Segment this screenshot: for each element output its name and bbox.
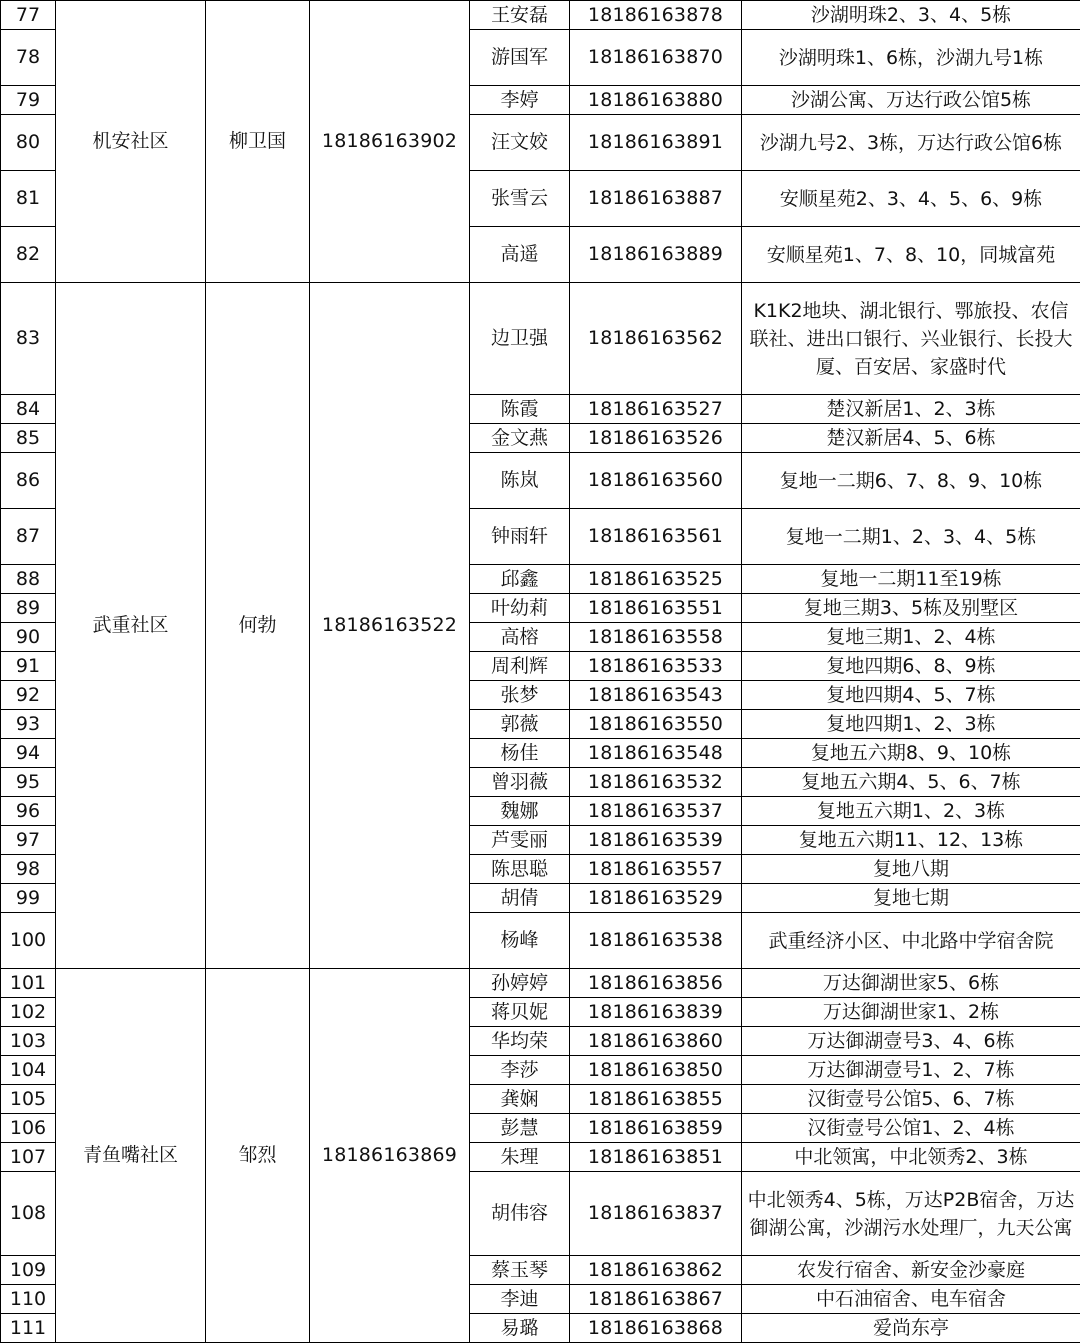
grid-member-phone: 18186163560: [570, 453, 742, 509]
grid-member-phone: 18186163860: [570, 1027, 742, 1056]
grid-area: 复地七期: [742, 884, 1080, 913]
row-number: 94: [1, 739, 56, 768]
grid-member-name: 钟雨轩: [470, 509, 570, 565]
grid-member-name: 李莎: [470, 1056, 570, 1085]
grid-area: 复地一二期1、2、3、4、5栋: [742, 509, 1080, 565]
grid-area: 爱尚东亭: [742, 1314, 1080, 1343]
grid-area: 汉街壹号公馆1、2、4栋: [742, 1114, 1080, 1143]
grid-area: 安顺星苑1、7、8、10，同城富苑: [742, 227, 1080, 283]
row-number: 95: [1, 768, 56, 797]
grid-member-phone: 18186163526: [570, 424, 742, 453]
grid-member-name: 邱鑫: [470, 565, 570, 594]
community-leader-phone: 18186163902: [310, 1, 470, 283]
grid-area: 楚汉新居4、5、6栋: [742, 424, 1080, 453]
grid-member-phone: 18186163851: [570, 1143, 742, 1172]
grid-area: 中北领寓，中北领秀2、3栋: [742, 1143, 1080, 1172]
grid-member-phone: 18186163862: [570, 1256, 742, 1285]
row-number: 82: [1, 227, 56, 283]
grid-member-name: 王安磊: [470, 1, 570, 30]
table-body: [1, 1, 1080, 1343]
grid-member-name: 边卫强: [470, 283, 570, 395]
row-number: 85: [1, 424, 56, 453]
grid-area: 武重经济小区、中北路中学宿舍院: [742, 913, 1080, 969]
row-number: 77: [1, 1, 56, 30]
row-number: 111: [1, 1314, 56, 1343]
grid-member-name: 张雪云: [470, 171, 570, 227]
grid-member-name: 龚娴: [470, 1085, 570, 1114]
community-name: 青鱼嘴社区: [56, 969, 206, 1343]
row-number: 110: [1, 1285, 56, 1314]
grid-member-phone: 18186163548: [570, 739, 742, 768]
grid-member-name: 张梦: [470, 681, 570, 710]
grid-area: 复地四期4、5、7栋: [742, 681, 1080, 710]
grid-area: 复地五六期8、9、10栋: [742, 739, 1080, 768]
row-number: 88: [1, 565, 56, 594]
grid-member-phone: 18186163557: [570, 855, 742, 884]
grid-area: 复地三期1、2、4栋: [742, 623, 1080, 652]
row-number: 92: [1, 681, 56, 710]
grid-member-name: 郭薇: [470, 710, 570, 739]
grid-area: 复地一二期6、7、8、9、10栋: [742, 453, 1080, 509]
row-number: 108: [1, 1172, 56, 1256]
row-number: 99: [1, 884, 56, 913]
grid-member-name: 李迪: [470, 1285, 570, 1314]
grid-member-name: 彭慧: [470, 1114, 570, 1143]
grid-member-name: 高榕: [470, 623, 570, 652]
grid-member-phone: 18186163867: [570, 1285, 742, 1314]
grid-member-phone: 18186163525: [570, 565, 742, 594]
grid-area: 中北领秀4、5栋，万达P2B宿舍，万达御湖公寓，沙湖污水处理厂，九天公寓: [742, 1172, 1080, 1256]
grid-area: 复地八期: [742, 855, 1080, 884]
grid-area: 中石油宿舍、电车宿舍: [742, 1285, 1080, 1314]
row-number: 86: [1, 453, 56, 509]
grid-member-name: 游国军: [470, 30, 570, 86]
grid-member-name: 金文燕: [470, 424, 570, 453]
grid-member-name: 周利辉: [470, 652, 570, 681]
grid-member-phone: 18186163532: [570, 768, 742, 797]
grid-member-name: 胡伟容: [470, 1172, 570, 1256]
grid-member-phone: 18186163891: [570, 115, 742, 171]
community-leader-phone: 18186163869: [310, 969, 470, 1343]
grid-member-phone: 18186163868: [570, 1314, 742, 1343]
row-number: 109: [1, 1256, 56, 1285]
row-number: 89: [1, 594, 56, 623]
row-number: 102: [1, 998, 56, 1027]
table-row: [1, 283, 1080, 395]
grid-area: 汉街壹号公馆5、6、7栋: [742, 1085, 1080, 1114]
row-number: 83: [1, 283, 56, 395]
row-number: 100: [1, 913, 56, 969]
grid-member-phone: 18186163855: [570, 1085, 742, 1114]
grid-member-name: 易璐: [470, 1314, 570, 1343]
grid-area: 复地五六期4、5、6、7栋: [742, 768, 1080, 797]
grid-member-name: 华均荣: [470, 1027, 570, 1056]
grid-member-phone: 18186163539: [570, 826, 742, 855]
grid-area: K1K2地块、湖北银行、鄂旅投、农信联社、进出口银行、兴业银行、长投大厦、百安居、家盛时代: [742, 283, 1080, 395]
grid-area: 复地一二期11至19栋: [742, 565, 1080, 594]
grid-member-phone: 18186163837: [570, 1172, 742, 1256]
row-number: 87: [1, 509, 56, 565]
grid-area: 复地五六期11、12、13栋: [742, 826, 1080, 855]
grid-member-phone: 18186163533: [570, 652, 742, 681]
table-row: [1, 1, 1080, 30]
grid-member-phone: 18186163850: [570, 1056, 742, 1085]
row-number: 78: [1, 30, 56, 86]
grid-area: 万达御湖壹号3、4、6栋: [742, 1027, 1080, 1056]
grid-member-name: 杨佳: [470, 739, 570, 768]
grid-member-name: 芦雯丽: [470, 826, 570, 855]
row-number: 103: [1, 1027, 56, 1056]
grid-member-name: 陈岚: [470, 453, 570, 509]
grid-member-name: 胡倩: [470, 884, 570, 913]
row-number: 90: [1, 623, 56, 652]
grid-area: 安顺星苑2、3、4、5、6、9栋: [742, 171, 1080, 227]
row-number: 96: [1, 797, 56, 826]
row-number: 81: [1, 171, 56, 227]
grid-area: 复地四期1、2、3栋: [742, 710, 1080, 739]
grid-member-phone: 18186163856: [570, 969, 742, 998]
grid-member-phone: 18186163558: [570, 623, 742, 652]
grid-member-phone: 18186163859: [570, 1114, 742, 1143]
grid-area: 沙湖九号2、3栋，万达行政公馆6栋: [742, 115, 1080, 171]
grid-member-phone: 18186163538: [570, 913, 742, 969]
row-number: 93: [1, 710, 56, 739]
grid-member-name: 杨峰: [470, 913, 570, 969]
grid-member-phone: 18186163543: [570, 681, 742, 710]
grid-member-phone: 18186163561: [570, 509, 742, 565]
grid-member-phone: 18186163551: [570, 594, 742, 623]
grid-member-phone: 18186163537: [570, 797, 742, 826]
grid-area: 沙湖明珠1、6栋，沙湖九号1栋: [742, 30, 1080, 86]
grid-member-name: 魏娜: [470, 797, 570, 826]
row-number: 84: [1, 395, 56, 424]
row-number: 107: [1, 1143, 56, 1172]
grid-member-name: 汪文姣: [470, 115, 570, 171]
grid-member-phone: 18186163550: [570, 710, 742, 739]
grid-member-name: 蔡玉琴: [470, 1256, 570, 1285]
grid-member-phone: 18186163529: [570, 884, 742, 913]
row-number: 104: [1, 1056, 56, 1085]
grid-member-name: 孙婷婷: [470, 969, 570, 998]
grid-area: 万达御湖壹号1、2、7栋: [742, 1056, 1080, 1085]
row-number: 79: [1, 86, 56, 115]
grid-member-name: 高遥: [470, 227, 570, 283]
grid-member-name: 叶幼莉: [470, 594, 570, 623]
row-number: 106: [1, 1114, 56, 1143]
grid-member-name: 曾羽薇: [470, 768, 570, 797]
grid-member-name: 蒋贝妮: [470, 998, 570, 1027]
grid-area: 沙湖明珠2、3、4、5栋: [742, 1, 1080, 30]
community-name: 武重社区: [56, 283, 206, 969]
grid-member-phone: 18186163839: [570, 998, 742, 1027]
community-leader-phone: 18186163522: [310, 283, 470, 969]
grid-area: 农发行宿舍、新安金沙豪庭: [742, 1256, 1080, 1285]
grid-area: 楚汉新居1、2、3栋: [742, 395, 1080, 424]
community-leader: 邹烈: [206, 969, 310, 1343]
row-number: 98: [1, 855, 56, 884]
community-leader: 柳卫国: [206, 1, 310, 283]
grid-area: 复地五六期1、2、3栋: [742, 797, 1080, 826]
grid-area: 复地四期6、8、9栋: [742, 652, 1080, 681]
grid-area: 万达御湖世家1、2栋: [742, 998, 1080, 1027]
grid-area: 沙湖公寓、万达行政公馆5栋: [742, 86, 1080, 115]
row-number: 97: [1, 826, 56, 855]
row-number: 101: [1, 969, 56, 998]
grid-area: 万达御湖世家5、6栋: [742, 969, 1080, 998]
grid-member-name: 李婷: [470, 86, 570, 115]
row-number: 80: [1, 115, 56, 171]
grid-member-phone: 18186163562: [570, 283, 742, 395]
table-row: [1, 969, 1080, 998]
grid-member-phone: 18186163880: [570, 86, 742, 115]
grid-member-phone: 18186163527: [570, 395, 742, 424]
grid-area: 复地三期3、5栋及别墅区: [742, 594, 1080, 623]
community-leader: 何勃: [206, 283, 310, 969]
row-number: 105: [1, 1085, 56, 1114]
grid-member-phone: 18186163889: [570, 227, 742, 283]
grid-member-name: 陈思聪: [470, 855, 570, 884]
grid-member-phone: 18186163870: [570, 30, 742, 86]
grid-member-name: 朱理: [470, 1143, 570, 1172]
grid-member-phone: 18186163887: [570, 171, 742, 227]
grid-member-name: 陈霞: [470, 395, 570, 424]
grid-member-phone: 18186163878: [570, 1, 742, 30]
community-name: 机安社区: [56, 1, 206, 283]
row-number: 91: [1, 652, 56, 681]
